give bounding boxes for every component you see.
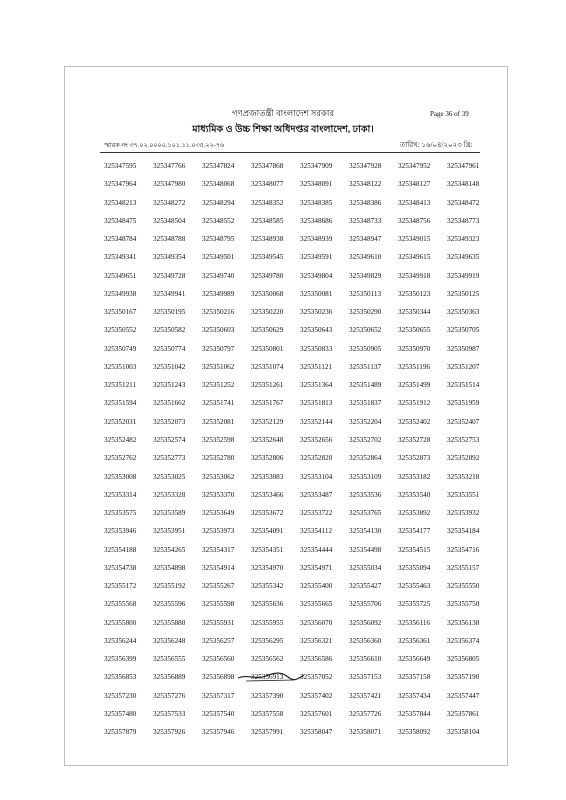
roll-number-cell: 325348122 (349, 180, 382, 189)
roll-number-cell: 325357991 (251, 728, 284, 737)
roll-number-cell: 325357447 (447, 691, 480, 700)
roll-number-cell: 325355598 (202, 600, 235, 609)
roll-number-cell: 325350125 (447, 289, 480, 298)
roll-number-cell: 325352820 (300, 454, 333, 463)
roll-number-cell: 325350582 (153, 326, 186, 335)
roll-number-cell: 325350705 (447, 326, 480, 335)
roll-number-cell: 325353575 (104, 509, 137, 518)
roll-number-cell: 325349501 (202, 253, 235, 262)
roll-number-cell: 325348947 (349, 235, 382, 244)
roll-number-cell: 325349919 (447, 271, 480, 280)
roll-number-cell: 325350749 (104, 344, 137, 353)
roll-number-cell: 325352081 (202, 417, 235, 426)
roll-number-cell: 325350629 (251, 326, 284, 335)
roll-number-cell: 325354716 (447, 545, 480, 554)
roll-number-cell: 325355931 (202, 618, 235, 627)
roll-number-cell: 325350905 (349, 344, 382, 353)
roll-number-cell: 325354112 (300, 527, 333, 536)
roll-number-cell: 325356610 (349, 655, 382, 664)
page-number: Page 36 of 39 (430, 110, 469, 118)
roll-number-cell: 325348733 (349, 216, 382, 225)
roll-number-cell: 325356295 (251, 636, 284, 645)
roll-number-cell: 325349323 (447, 235, 480, 244)
roll-number-cell: 325355706 (349, 600, 382, 609)
roll-number-cell: 325354177 (398, 527, 431, 536)
roll-number-cell: 325353025 (153, 472, 186, 481)
roll-number-cell: 325355342 (251, 582, 284, 591)
roll-number-cell: 325351003 (104, 362, 137, 371)
roll-number-cell: 325351499 (398, 381, 431, 390)
roll-number-cell: 325356070 (300, 618, 333, 627)
roll-number-cell: 325351121 (300, 362, 333, 371)
roll-number-cell: 325352656 (300, 435, 333, 444)
roll-number-cell: 325353973 (202, 527, 235, 536)
roll-number-cell: 325348068 (202, 180, 235, 189)
signature-scribble (236, 668, 306, 684)
roll-number-cell: 325350344 (398, 308, 431, 317)
roll-number-cell: 325356361 (398, 636, 431, 645)
roll-number-cell: 325357601 (300, 709, 333, 718)
roll-number-cell: 325351196 (398, 362, 431, 371)
roll-number-cell: 325356248 (153, 636, 186, 645)
roll-number-cell: 325351741 (202, 399, 235, 408)
roll-number-cell: 325348213 (104, 198, 137, 207)
roll-number-cell: 325352407 (447, 417, 480, 426)
roll-number-cell: 325357230 (104, 691, 137, 700)
roll-number-cell: 325357558 (251, 709, 284, 718)
roll-number-cell: 325349918 (398, 271, 431, 280)
roll-number-cell: 325355550 (447, 582, 480, 591)
roll-number-cell: 325350290 (349, 308, 382, 317)
roll-number-cell: 325350603 (202, 326, 235, 335)
roll-number-cell: 325351514 (447, 381, 480, 390)
roll-number-cell: 325349989 (202, 289, 235, 298)
roll-number-cell: 325349615 (398, 253, 431, 262)
roll-number-cell: 325354444 (300, 545, 333, 554)
roll-number-cell: 325352892 (447, 454, 480, 463)
roll-number-cell: 325353008 (104, 472, 137, 481)
roll-number-cell: 325349938 (104, 289, 137, 298)
roll-number-cell: 325348475 (104, 216, 137, 225)
roll-number-cell: 325353946 (104, 527, 137, 536)
roll-number-cell: 325357276 (153, 691, 186, 700)
roll-number-cell: 325357052 (300, 673, 333, 682)
roll-number-cell: 325349341 (104, 253, 137, 262)
roll-number-cell: 325356560 (202, 655, 235, 664)
roll-number-cell: 325357926 (153, 728, 186, 737)
roll-number-cell: 325351207 (447, 362, 480, 371)
roll-number-cell: 325350195 (153, 308, 186, 317)
roll-number-cell: 325357153 (349, 673, 382, 682)
roll-number-cell: 325348686 (300, 216, 333, 225)
roll-number-cell: 325353932 (447, 509, 480, 518)
roll-number-cell: 325351062 (202, 362, 235, 371)
roll-number-cell: 325350774 (153, 344, 186, 353)
roll-number-cell: 325348939 (300, 235, 333, 244)
roll-number-cell: 325355400 (300, 582, 333, 591)
roll-number-cell: 325353672 (251, 509, 284, 518)
roll-number-cell: 325348756 (398, 216, 431, 225)
roll-number-cell: 325353083 (251, 472, 284, 481)
roll-number-cell: 325354498 (349, 545, 382, 554)
roll-number-cell: 325354515 (398, 545, 431, 554)
roll-number-cell: 325355463 (398, 582, 431, 591)
roll-number-cell: 325355750 (447, 600, 480, 609)
roll-number-cell: 325349941 (153, 289, 186, 298)
roll-number-cell: 325348938 (251, 235, 284, 244)
roll-number-cell: 325353951 (153, 527, 186, 536)
roll-number-cell: 325350833 (300, 344, 333, 353)
roll-number-cell: 325348788 (153, 235, 186, 244)
roll-number-cell: 325351261 (251, 381, 284, 390)
roll-number-cell: 325355596 (153, 600, 186, 609)
roll-number-cell: 325358092 (398, 728, 431, 737)
roll-number-cell: 325348585 (251, 216, 284, 225)
roll-number-cell: 325354130 (349, 527, 382, 536)
roll-number-cell: 325353551 (447, 490, 480, 499)
roll-number-cell: 325348552 (202, 216, 235, 225)
roll-number-cell: 325355427 (349, 582, 382, 591)
roll-number-grid (104, 160, 504, 745)
roll-number-cell: 325355568 (104, 600, 137, 609)
roll-number-cell: 325353540 (398, 490, 431, 499)
roll-number-cell: 325349780 (251, 271, 284, 280)
roll-number-cell: 325355192 (153, 582, 186, 591)
roll-number-cell: 325352864 (349, 454, 382, 463)
roll-number-cell: 325357861 (447, 709, 480, 718)
roll-number-cell: 325356555 (153, 655, 186, 664)
roll-number-cell: 325350167 (104, 308, 137, 317)
roll-number-cell: 325355955 (251, 618, 284, 627)
roll-number-cell: 325357190 (447, 673, 480, 682)
roll-number-cell: 325348795 (202, 235, 235, 244)
roll-number-cell: 325357317 (202, 691, 235, 700)
roll-number-cell: 325354914 (202, 563, 235, 572)
roll-number-cell: 325357390 (251, 691, 284, 700)
roll-number-cell: 325353314 (104, 490, 137, 499)
roll-number-cell: 325351137 (349, 362, 382, 371)
roll-number-cell: 325348352 (251, 198, 284, 207)
roll-number-cell: 325349635 (447, 253, 480, 262)
roll-number-cell: 325350068 (251, 289, 284, 298)
roll-number-cell: 325350797 (202, 344, 235, 353)
roll-number-cell: 325352753 (447, 435, 480, 444)
roll-number-cell: 325357540 (202, 709, 235, 718)
roll-number-cell: 325349728 (153, 271, 186, 280)
roll-number-cell: 325352144 (300, 417, 333, 426)
roll-number-cell: 325351959 (447, 399, 480, 408)
roll-number-cell: 325354265 (153, 545, 186, 554)
roll-number-cell: 325354091 (251, 527, 284, 536)
office-title: মাধ্যমিক ও উচ্চ শিক্ষা অধিদপ্তর বাংলাদেশ, ঢাকা। (192, 124, 374, 135)
roll-number-cell: 325353218 (447, 472, 480, 481)
roll-number-cell: 325347824 (202, 162, 235, 170)
roll-number-cell: 325352780 (202, 454, 235, 463)
roll-number-cell: 325353182 (398, 472, 431, 481)
roll-number-cell: 325349610 (349, 253, 382, 262)
roll-number-cell: 325353589 (153, 509, 186, 518)
roll-number-cell: 325356321 (300, 636, 333, 645)
roll-number-cell: 325355880 (153, 618, 186, 627)
roll-number-cell: 325348385 (300, 198, 333, 207)
roll-number-cell: 325355172 (104, 582, 137, 591)
roll-number-cell: 325350970 (398, 344, 431, 353)
roll-number-cell: 325347964 (104, 180, 137, 189)
roll-number-cell: 325354184 (447, 527, 480, 536)
roll-number-cell: 325358047 (300, 728, 333, 737)
roll-number-cell: 325353722 (300, 509, 333, 518)
roll-number-cell: 325350081 (300, 289, 333, 298)
roll-number-cell: 325353649 (202, 509, 235, 518)
roll-number-cell: 325356805 (447, 655, 480, 664)
roll-number-cell: 325356257 (202, 636, 235, 645)
roll-number-cell: 325352482 (104, 435, 137, 444)
roll-number-cell: 325357402 (300, 691, 333, 700)
roll-number-cell: 325347980 (153, 180, 186, 189)
roll-number-cell: 325353466 (251, 490, 284, 499)
roll-number-cell: 325347595 (104, 162, 137, 170)
roll-number-cell: 325349740 (202, 271, 235, 280)
roll-number-cell: 325357533 (153, 709, 186, 718)
roll-number-cell: 325357421 (349, 691, 382, 700)
roll-number-cell: 325355034 (349, 563, 382, 572)
roll-number-cell: 325352031 (104, 417, 137, 426)
roll-number-cell: 325349591 (300, 253, 333, 262)
roll-number-cell: 325354898 (153, 563, 186, 572)
roll-number-cell: 325351364 (300, 381, 333, 390)
roll-number-cell: 325353104 (300, 472, 333, 481)
roll-number-cell: 325352762 (104, 454, 137, 463)
roll-number-cell: 325354317 (202, 545, 235, 554)
roll-number-cell: 325347928 (349, 162, 382, 170)
roll-number-cell: 325356562 (251, 655, 284, 664)
roll-number-cell: 325351243 (153, 381, 186, 390)
government-title: গণপ্রজাতন্ত্রী বাংলাদেশ সরকার (231, 108, 335, 118)
roll-number-cell: 325353328 (153, 490, 186, 499)
roll-number-cell: 325355157 (447, 563, 480, 572)
roll-number-cell: 325354970 (251, 563, 284, 572)
roll-number-cell: 325351837 (349, 399, 382, 408)
issue-date: তারিখ: ১৬/০৪/২০২৩ খ্রি: (400, 141, 473, 149)
memo-number: স্মারক নং ৩৭.০২.০০০০.১০১.১১.০৩৫.২২-৭৬ (104, 142, 225, 149)
roll-number-cell: 325353487 (300, 490, 333, 499)
roll-number-cell: 325351252 (202, 381, 235, 390)
roll-number-cell: 325357844 (398, 709, 431, 718)
roll-number-cell: 325348077 (251, 180, 284, 189)
roll-number-cell: 325357480 (104, 709, 137, 718)
roll-number-cell: 325356360 (349, 636, 382, 645)
roll-number-cell: 325350113 (349, 289, 382, 298)
roll-number-cell: 325348294 (202, 198, 235, 207)
roll-number-cell: 325355725 (398, 600, 431, 609)
roll-number-cell: 325352873 (398, 454, 431, 463)
roll-number-cell: 325352702 (349, 435, 382, 444)
roll-number-cell: 325353370 (202, 490, 235, 499)
roll-number-cell: 325349804 (300, 271, 333, 280)
roll-number-cell: 325356244 (104, 636, 137, 645)
roll-number-cell: 325357434 (398, 691, 431, 700)
roll-number-cell: 325350363 (447, 308, 480, 317)
roll-number-cell: 325354738 (104, 563, 137, 572)
roll-number-cell: 325352648 (251, 435, 284, 444)
roll-number-cell: 325353536 (349, 490, 382, 499)
roll-number-cell: 325355636 (251, 600, 284, 609)
roll-number-cell: 325356138 (447, 618, 480, 627)
roll-number-cell: 325353765 (349, 509, 382, 518)
roll-number-cell: 325348386 (349, 198, 382, 207)
roll-number-cell: 325352598 (202, 435, 235, 444)
roll-number-cell: 325352806 (251, 454, 284, 463)
roll-number-cell: 325351767 (251, 399, 284, 408)
roll-number-cell: 325348472 (447, 198, 480, 207)
roll-number-cell: 325351074 (251, 362, 284, 371)
roll-number-cell: 325352402 (398, 417, 431, 426)
roll-number-cell: 325352773 (153, 454, 186, 463)
roll-number-cell: 325356399 (104, 655, 137, 664)
roll-number-cell: 325351912 (398, 399, 431, 408)
roll-number-cell: 325356853 (104, 673, 137, 682)
roll-number-cell: 325348413 (398, 198, 431, 207)
roll-number-cell: 325356649 (398, 655, 431, 664)
roll-number-cell: 325356374 (447, 636, 480, 645)
roll-number-cell: 325354188 (104, 545, 137, 554)
roll-number-cell: 325350216 (202, 308, 235, 317)
roll-number-cell: 325349354 (153, 253, 186, 262)
roll-number-cell: 325356092 (349, 618, 382, 627)
roll-number-cell: 325347766 (153, 162, 186, 170)
roll-number-cell: 325349829 (349, 271, 382, 280)
roll-number-cell: 325356116 (398, 618, 431, 627)
roll-number-cell: 325351813 (300, 399, 333, 408)
roll-number-cell: 325349015 (398, 235, 431, 244)
roll-number-cell: 325350643 (300, 326, 333, 335)
roll-number-cell: 325353109 (349, 472, 382, 481)
roll-number-cell: 325352574 (153, 435, 186, 444)
roll-number-cell: 325356913 (251, 673, 284, 682)
header-divider (100, 152, 480, 153)
roll-number-cell: 325352129 (251, 417, 284, 426)
roll-number-cell: 325347909 (300, 162, 333, 170)
roll-number-cell: 325356586 (300, 655, 333, 664)
roll-number-cell: 325348148 (447, 180, 480, 189)
roll-number-cell: 325357726 (349, 709, 382, 718)
roll-number-cell: 325351211 (104, 381, 137, 390)
roll-number-cell: 325353892 (398, 509, 431, 518)
roll-number-cell: 325354971 (300, 563, 333, 572)
roll-number-cell: 325350220 (251, 308, 284, 317)
roll-number-cell: 325358071 (349, 728, 382, 737)
roll-number-cell: 325352073 (153, 417, 186, 426)
roll-number-cell: 325350236 (300, 308, 333, 317)
roll-number-cell: 325348091 (300, 180, 333, 189)
roll-number-cell: 325352728 (398, 435, 431, 444)
roll-number-cell: 325356889 (153, 673, 186, 682)
roll-number-cell: 325347868 (251, 162, 284, 170)
roll-number-cell: 325350123 (398, 289, 431, 298)
roll-number-cell: 325357158 (398, 673, 431, 682)
roll-number-cell: 325351042 (153, 362, 186, 371)
roll-number-cell: 325350655 (398, 326, 431, 335)
roll-number-cell: 325348773 (447, 216, 480, 225)
roll-number-cell: 325351662 (153, 399, 186, 408)
roll-number-cell: 325348504 (153, 216, 186, 225)
roll-number-cell: 325352204 (349, 417, 382, 426)
roll-number-cell: 325349545 (251, 253, 284, 262)
roll-number-cell: 325348784 (104, 235, 137, 244)
roll-number-cell: 325356898 (202, 673, 235, 682)
roll-number-cell: 325354351 (251, 545, 284, 554)
roll-number-cell: 325350652 (349, 326, 382, 335)
roll-number-cell: 325347952 (398, 162, 431, 170)
roll-number-cell: 325350987 (447, 344, 480, 353)
roll-number-cell: 325358104 (447, 728, 480, 737)
roll-number-cell: 325355094 (398, 563, 431, 572)
roll-number-cell: 325355800 (104, 618, 137, 627)
roll-number-cell: 325355267 (202, 582, 235, 591)
roll-number-cell: 325349651 (104, 271, 137, 280)
roll-number-cell: 325350801 (251, 344, 284, 353)
roll-number-cell: 325350552 (104, 326, 137, 335)
roll-number-cell: 325348127 (398, 180, 431, 189)
roll-number-cell: 325348272 (153, 198, 186, 207)
roll-number-cell: 325357946 (202, 728, 235, 737)
roll-number-cell: 325351594 (104, 399, 137, 408)
roll-number-cell: 325353062 (202, 472, 235, 481)
roll-number-cell: 325351489 (349, 381, 382, 390)
roll-number-cell: 325355665 (300, 600, 333, 609)
roll-number-cell: 325357879 (104, 728, 137, 737)
roll-number-cell: 325347961 (447, 162, 480, 170)
